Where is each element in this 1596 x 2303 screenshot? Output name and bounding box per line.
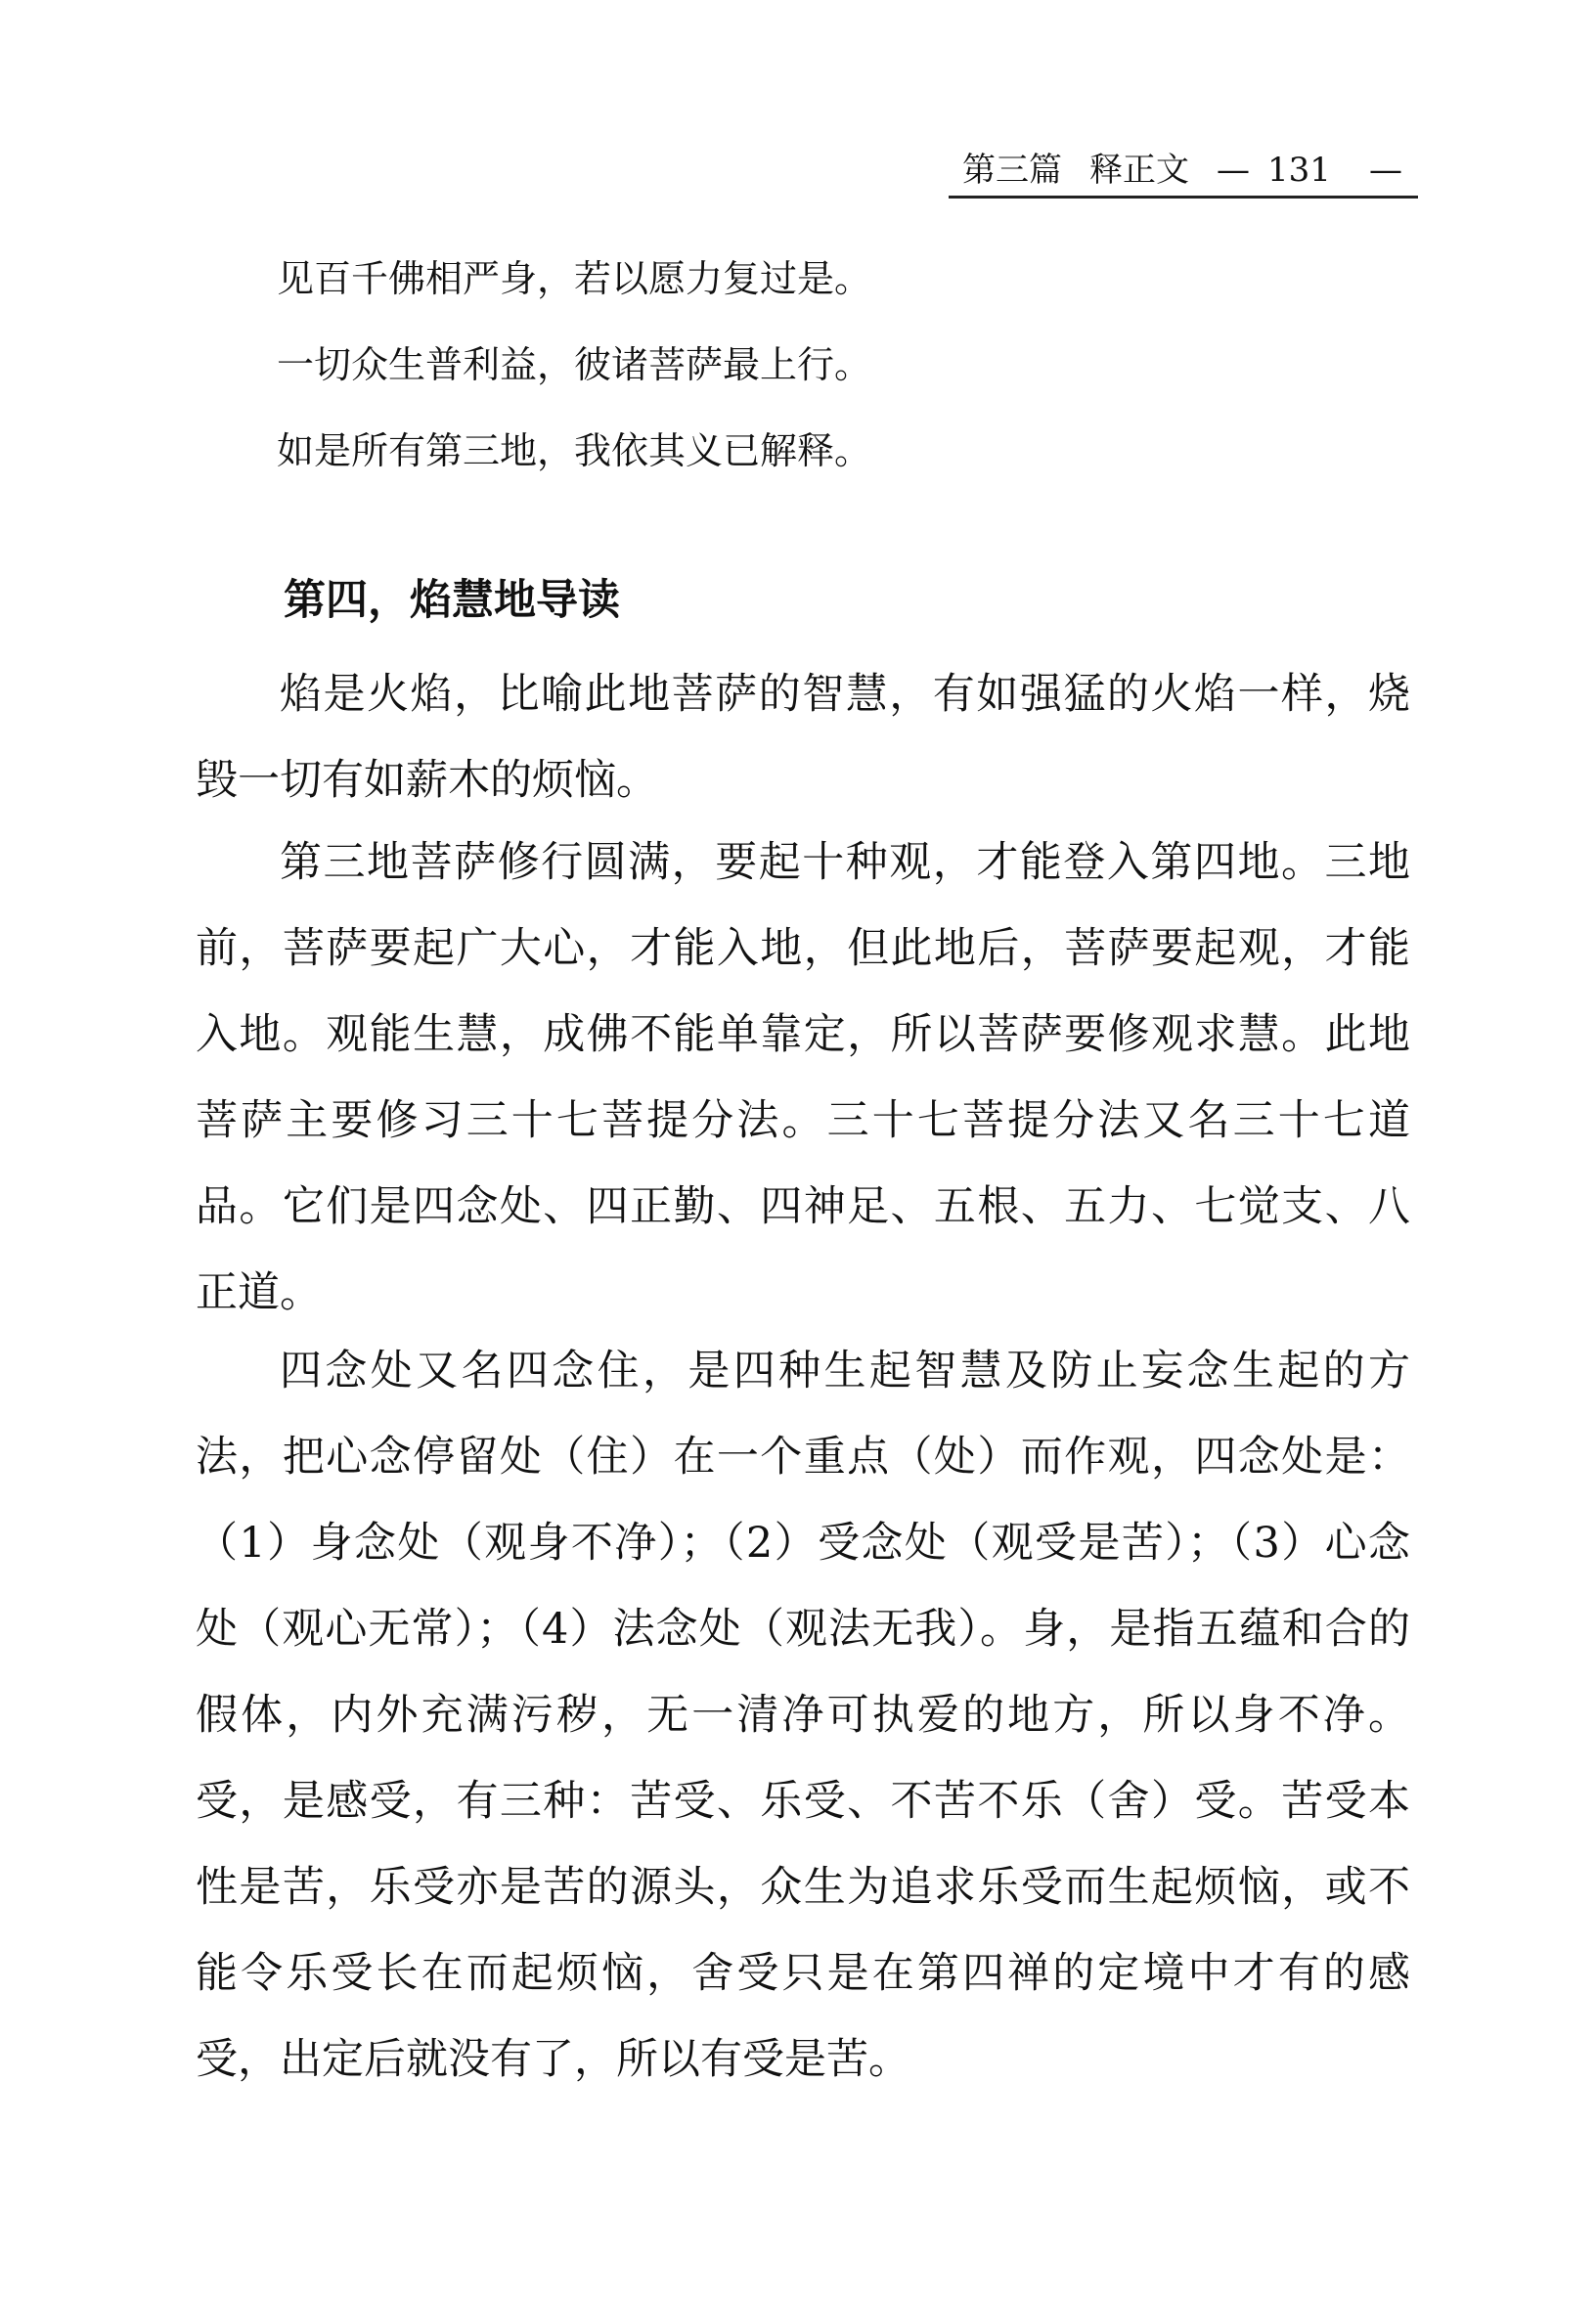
verse-line: 如是所有第三地，我依其义已解释。 [277, 429, 872, 472]
page-number: 131 [1267, 151, 1331, 190]
verse-line: 一切众生普利益，彼诸菩萨最上行。 [277, 343, 872, 386]
body-paragraph: 四念处又名四念住，是四种生起智慧及防止妄念生起的方法，把心念停留处（住）在一个重点（处）而作观，四念处是：（1）身念处（观身不净）；（2）受念处（观受是苦）；（3）心念处（观心无常）；（4）法念处（观法无我）。身，是指五蕴和合的假体，内外充满污秽，无一清净可执爱的地方，所以身不净。受，是感受，有三种：苦受、乐受、不苦不乐（舍）受。苦受本性是苦，乐受亦是苦的源头，众生为追求乐受而生起烦恼，或不能令乐受长在而起烦恼，舍受只是在第四禅的定境中才有的感受，出定后就没有了，所以有受是苦。 [196, 1347, 1410, 2084]
body-paragraph: 焰是火焰，比喻此地菩萨的智慧，有如强猛的火焰一样，烧毁一切有如薪木的烦恼。 [196, 670, 1410, 805]
header-part-title: 第三篇 [962, 151, 1062, 190]
header-dash-right: — [1369, 151, 1402, 190]
header-dash-left: — [1217, 151, 1250, 190]
header-chapter-title: 释正文 [1089, 151, 1189, 190]
body-paragraph: 第三地菩萨修行圆满，要起十种观，才能登入第四地。三地前，菩萨要起广大心，才能入地，但此地后，菩萨要起观，才能入地。观能生慧，成佛不能单靠定，所以菩萨要修观求慧。此地菩萨主要修习三十七菩提分法。三十七菩提分法又名三十七道品。它们是四念处、四正勤、四神足、五根、五力、七觉支、八正道。 [196, 838, 1410, 1317]
verse-line: 见百千佛相严身，若以愿力复过是。 [277, 257, 872, 300]
section-heading: 第四，焰慧地导读 [284, 576, 620, 625]
running-header [949, 147, 1418, 199]
